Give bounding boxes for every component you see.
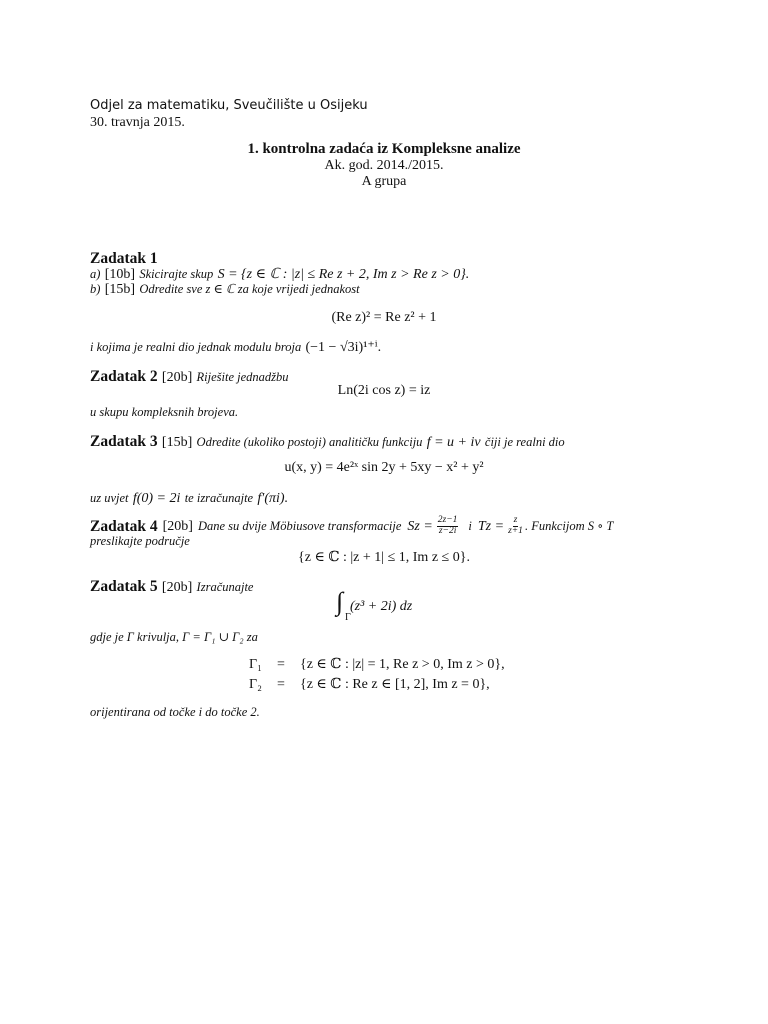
gamma1-lhs: Γ₁ (249, 657, 262, 672)
integral-sign: ∫ (336, 587, 344, 616)
t-lhs: Tz = (477, 518, 505, 534)
task-4-line2: preslikajte područje (90, 534, 190, 548)
part-label: b) (90, 282, 101, 296)
task-5-heading: Zadatak 5 (90, 578, 158, 595)
gamma2-eq: = (277, 677, 285, 692)
task-2-after: u skupu kompleksnih brojeva. (90, 405, 239, 419)
task-text: Dane su dvije Möbiusove transformacije (197, 518, 402, 533)
task-4-equation: {z ∈ ℂ : |z + 1| ≤ 1, Im z ≤ 0}. (298, 550, 470, 565)
task-1-condition (90, 339, 381, 357)
points: [20b] (161, 370, 193, 385)
task-5-line (90, 577, 253, 597)
task-1-equation: (Re z)² = Re z² + 1 (331, 310, 437, 325)
task-5-integral (336, 587, 456, 630)
set-definition: S = {z ∈ ℂ : |z| ≤ Re z + 2, Im z > Re z > 0}. (217, 267, 470, 282)
academic-year: Ak. god. 2014./2015. (324, 158, 444, 173)
task-4-heading: Zadatak 4 (90, 517, 158, 535)
points: [15b] (161, 435, 193, 450)
condition-math: f(0) = 2i (132, 491, 181, 506)
task-3-line (90, 432, 565, 452)
gamma1-rhs: {z ∈ ℂ : |z| = 1, Re z > 0, Im z > 0}, (300, 657, 505, 672)
task-text: Izračunajte (196, 580, 254, 594)
institution-line: Odjel za matematiku, Sveučilište u Osijeku (90, 98, 368, 113)
s-fraction (437, 516, 459, 537)
t-numerator: z (513, 515, 518, 525)
points: [10b] (104, 267, 136, 282)
task-text: Riješite jednadžbu (196, 370, 289, 384)
gamma1-eq: = (277, 657, 285, 672)
date-line: 30. travnja 2015. (90, 115, 185, 130)
part-label: a) (90, 267, 101, 281)
condition-text: uz uvjet (90, 491, 129, 505)
task-2-heading: Zadatak 2 (90, 368, 158, 385)
gamma2-rhs: {z ∈ ℂ : Re z ∈ [1, 2], Im z = 0}, (300, 677, 490, 692)
s-lhs: Sz = (407, 518, 433, 534)
task-5-curve-text: gdje je Γ krivulja, Γ = Γ₁ ∪ Γ₂ za (90, 630, 258, 644)
s-denominator: z−2i (438, 525, 457, 536)
part-text: Odredite sve z ∈ ℂ za koje vrijedi jednakost (139, 282, 360, 296)
points: [20b] (161, 580, 193, 595)
part-text: Skicirajte skup (139, 267, 214, 281)
group-label: A grupa (361, 174, 407, 189)
condition-text-2: te izračunajte (184, 491, 254, 505)
points: [20b] (162, 518, 193, 534)
gamma2-lhs: Γ₂ (249, 677, 262, 692)
task-3-heading: Zadatak 3 (90, 433, 158, 450)
t-denominator: z+1 (508, 525, 523, 536)
task-text-end: čiji je realni dio (484, 435, 565, 449)
condition-math-2: f′(πi). (257, 491, 289, 506)
task-1-heading: Zadatak 1 (90, 250, 158, 267)
integrand: (z³ + 2i) dz (350, 599, 413, 614)
and-word: i (468, 518, 472, 533)
task-text-end: . Funkcijom S ∘ T (524, 518, 614, 533)
task-3-condition (90, 490, 288, 508)
condition-math: (−1 − √3i)¹⁺ⁱ. (305, 340, 382, 355)
task-5-closing: orijentirana od točke i do točke 2. (90, 705, 260, 719)
task-3-equation: u(x, y) = 4e²ˣ sin 2y + 5xy − x² + y² (284, 460, 484, 475)
integral-subscript: Γ (345, 612, 351, 623)
task-1-part-b (90, 281, 360, 299)
task-2-equation: Ln(2i cos z) = iz (337, 383, 431, 398)
task-text: Odredite (ukoliko postoji) analitičku funkciju (196, 435, 423, 449)
condition-text: i kojima je realni dio jednak modulu broja (90, 340, 302, 354)
function-math: f = u + iv (426, 435, 481, 450)
page-title: 1. kontrolna zadaća iz Kompleksne analize (247, 141, 521, 157)
points: [15b] (104, 282, 136, 297)
s-numerator: 2z−1 (437, 515, 458, 525)
t-fraction (508, 516, 523, 537)
